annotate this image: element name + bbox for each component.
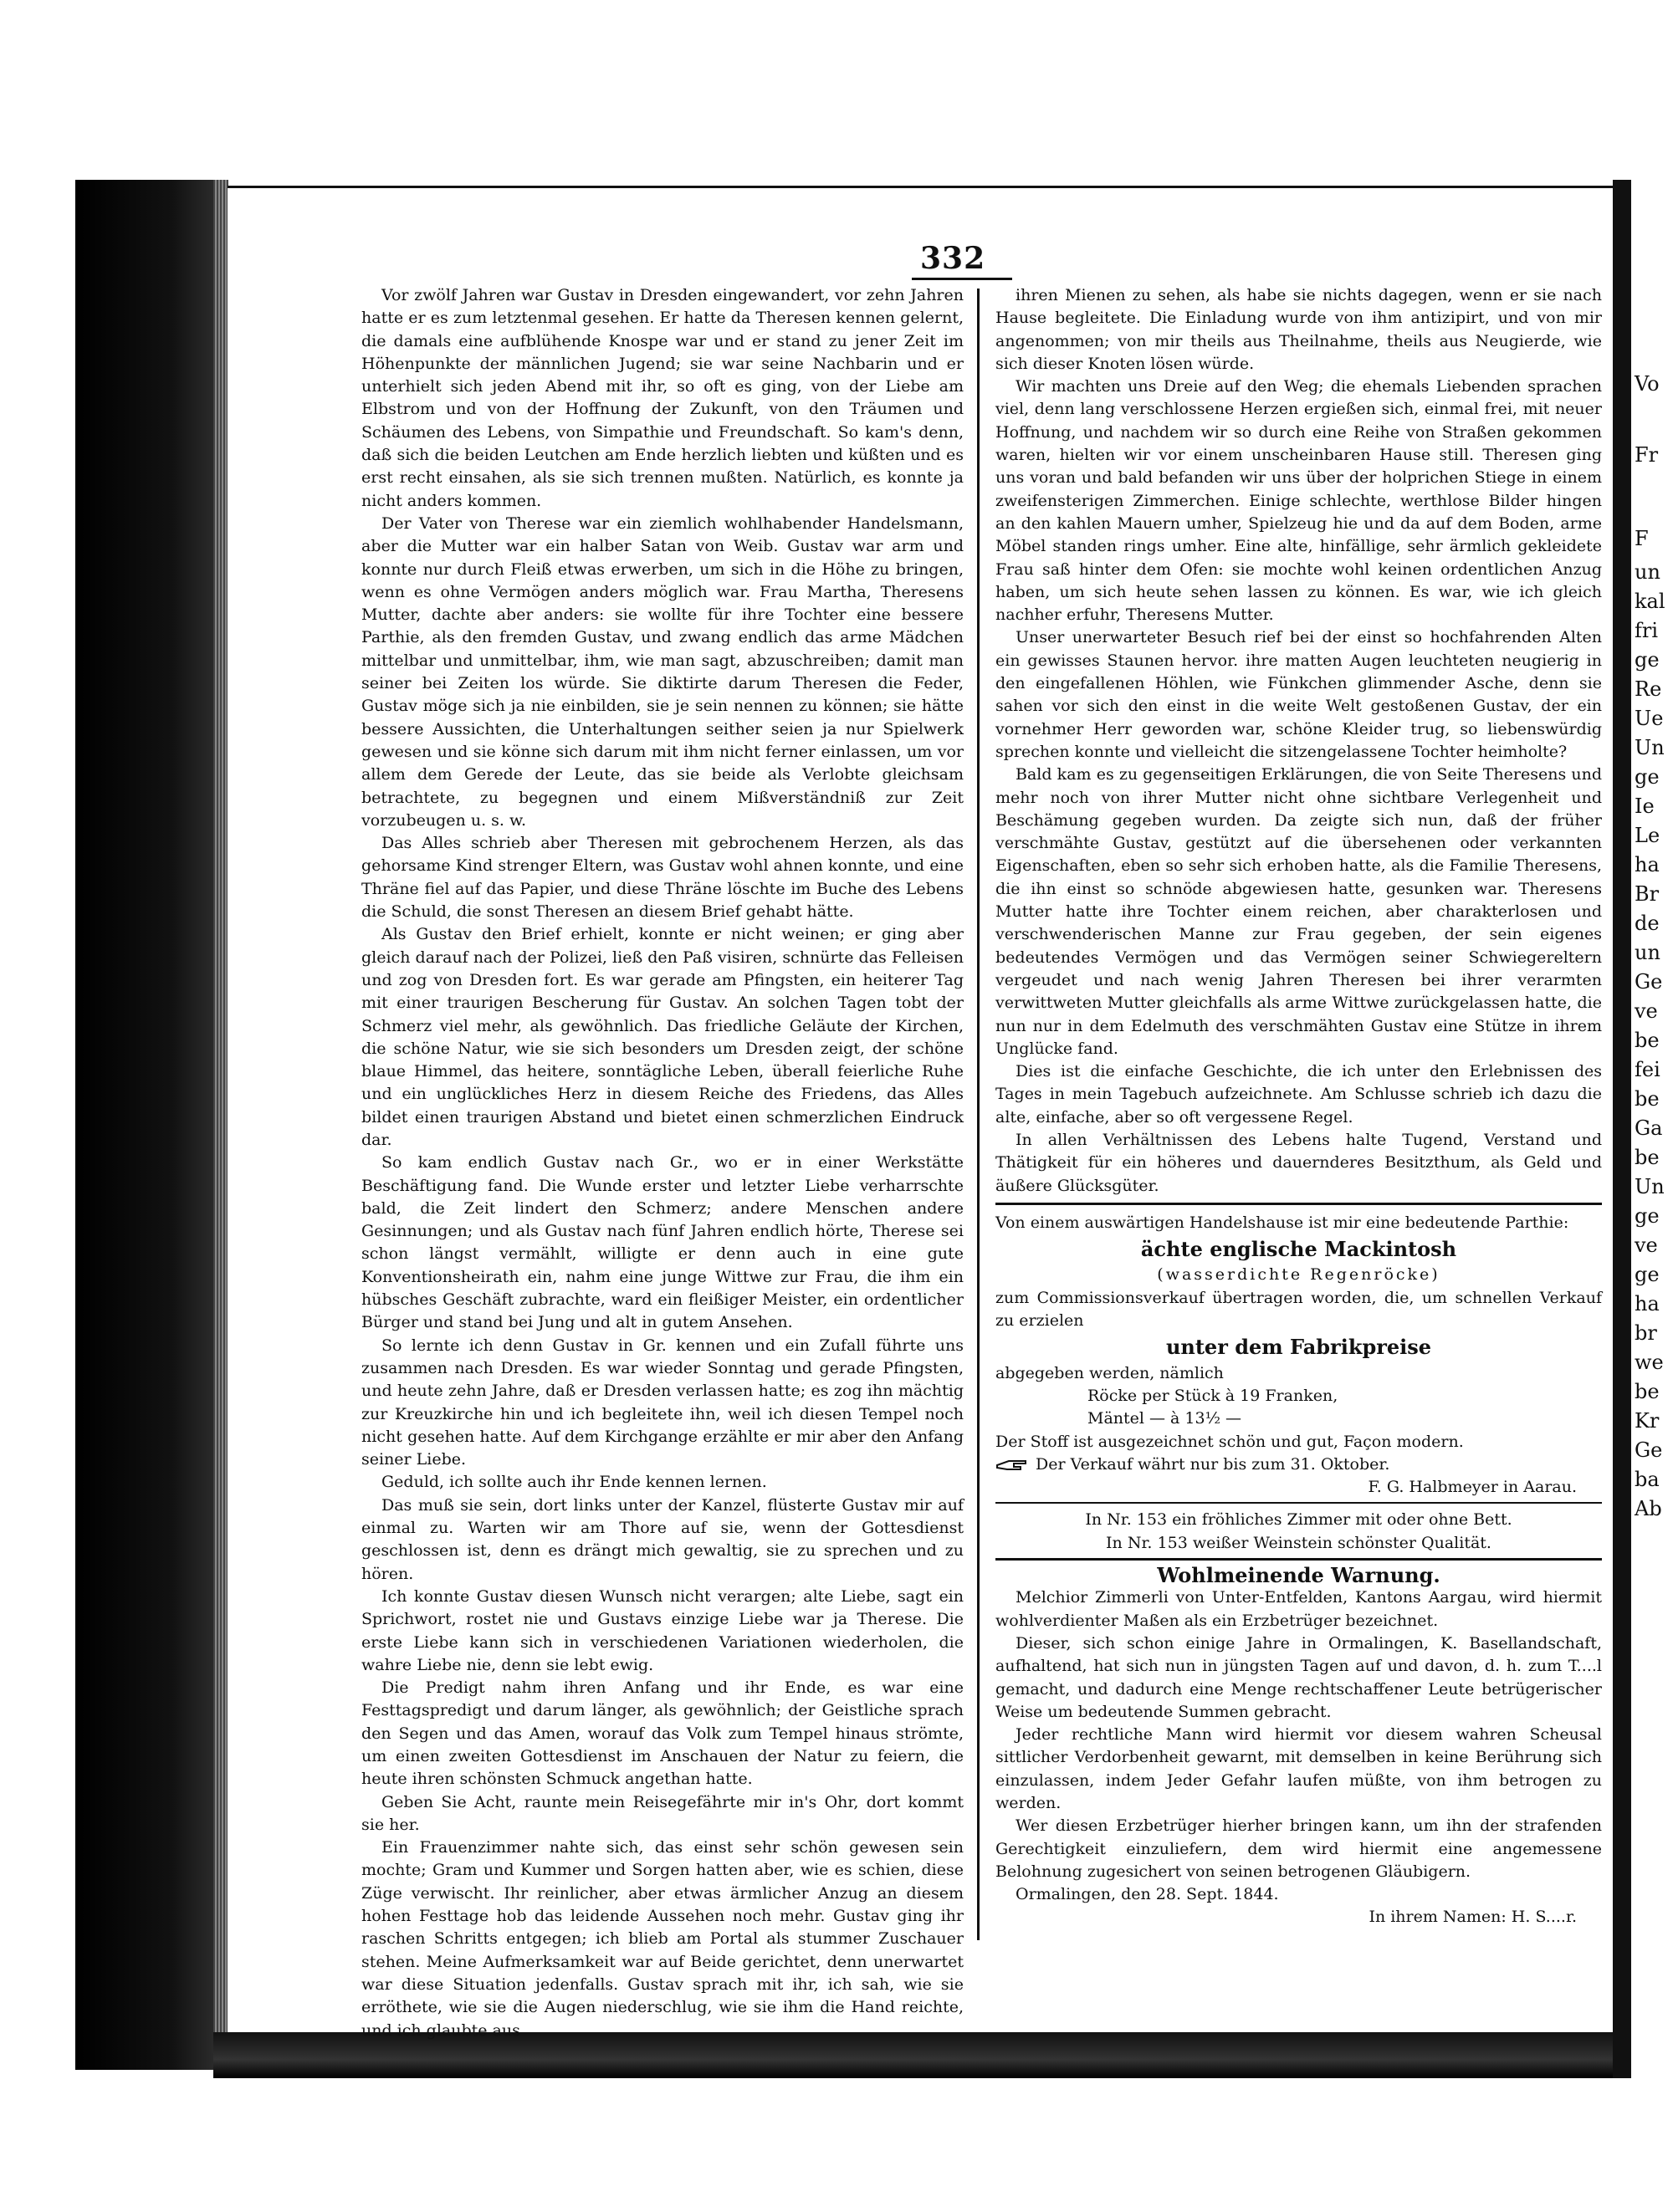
section-rule bbox=[995, 1502, 1602, 1504]
warning-paragraph: Dieser, sich schon einige Jahre in Ormalingen, K. Basellandschaft, aufhaltend, hat sich nun in jüngsten Tagen auf und davon, d. h. zum T....l gemacht, und dadurch eine Menge rechtschaffener Leute betrügerischer Weise um bedeutende Summen gebracht. bbox=[995, 1633, 1602, 1721]
next-page-fragment: ge bbox=[1635, 765, 1660, 789]
ad-room-line: In Nr. 153 weißer Weinstein schönster Qualität. bbox=[1106, 1533, 1491, 1552]
page-edge bbox=[213, 180, 228, 2070]
next-page-fragment: be bbox=[1635, 1146, 1660, 1169]
ad-room-line: In Nr. 153 ein fröhliches Zimmer mit oder ohne Bett. bbox=[1085, 1510, 1512, 1530]
ad-subtitle: (wasserdichte Regenröcke) bbox=[1157, 1265, 1440, 1285]
next-page-fragment: ha bbox=[1635, 1292, 1660, 1315]
paragraph: Geduld, ich sollte auch ihr Ende kennen lernen. bbox=[381, 1473, 767, 1492]
ad-text: zum Commissionsverkauf übertragen worden, die, um schnellen Verkauf zu erzielen bbox=[995, 1288, 1602, 1331]
next-page-fragment: ve bbox=[1635, 1234, 1658, 1257]
paragraph: Geben Sie Acht, raunte mein Reisegefährte mir in's Ohr, dort kommt sie her. bbox=[361, 1792, 964, 1834]
next-page-fragment: Un bbox=[1635, 736, 1665, 759]
next-page-fragment: Vo bbox=[1635, 372, 1660, 396]
next-page-fragment: un bbox=[1635, 560, 1660, 584]
next-page-fragment: be bbox=[1635, 1029, 1660, 1052]
next-page-strip bbox=[1631, 92, 1673, 2082]
next-page-fragment: kal bbox=[1635, 590, 1665, 613]
paragraph: Das muß sie sein, dort links unter der Kanzel, flüsterte Gustav mir auf einmal zu. Warten wir am Thore auf sie, wenn der Gottesdienst geschlossen ist, denn es drängt mich gewaltig, sie zu sprechen und zu hören. bbox=[361, 1495, 964, 1583]
paragraph: Bald kam es zu gegenseitigen Erklärungen, die von Seite Theresens und mehr noch von ihrer Mutter nicht ohne sichtbare Verlegenheit und Beschämung gegeben wurden. Da zeigte sich nun, daß der früher verschmähte Gustav, gestützt auf die übersehenen oder verkannten Eigenschaften, eben so sehr sich erhoben hatte, als die Familie Theresens, die ihn einst so schnöde abgewiesen hatte, gesunken war. Theresens Mutter hatte ihre Tochter einem reichen, aber charakterlosen und verschwenderischen Manne zur Frau gegeben, der sein eigenes bedeutendes Vermögen und das Vermögen seiner Schwiegereltern vergeudet und nach wenig Jahren Theresen bei ihrer verarmten verwittweten Mutter gleichfalls als arme Wittwe zurückgelassen hatte, die nun nur in dem Edelmuth des verschmähten Gustav eine Stütze in ihrem Unglücke fand. bbox=[995, 765, 1602, 1058]
paragraph: Ich konnte Gustav diesen Wunsch nicht verargen; alte Liebe, sagt ein Sprichwort, rostet nie und Gustavs einzige Liebe war ja Therese. Die erste Liebe kann sich in verschiedenen Variationen wiederholen, die wahre Liebe nie, denn sie lebt ewig. bbox=[361, 1586, 964, 1674]
paragraph: Dies ist die einfache Geschichte, die ich unter den Erlebnissen des Tages in mein Tagebuch aufzeichnete. Am Schlusse schrieb ich dazu die alte, einfache, aber so oft vergessene Regel. bbox=[995, 1062, 1602, 1126]
next-page-fragment: we bbox=[1635, 1351, 1664, 1374]
next-page-fragment: fei bbox=[1635, 1058, 1660, 1081]
right-column bbox=[995, 284, 1602, 1929]
paragraph: In allen Verhältnissen des Lebens halte Tugend, Verstand und Thätigkeit für ein höheres und dauernderes Besitzthum, als Geld und äußere Glücksgüter. bbox=[995, 1130, 1602, 1195]
warning-date: Ormalingen, den 28. Sept. 1844. bbox=[1016, 1885, 1279, 1904]
next-page-fragment: Le bbox=[1635, 824, 1660, 847]
ad-price-title: unter dem Fabrikpreise bbox=[1165, 1335, 1432, 1360]
page-number-rule bbox=[912, 278, 1012, 280]
next-page-fragment: be bbox=[1635, 1380, 1660, 1403]
ad-product: ächte englische Mackintosh bbox=[1140, 1237, 1457, 1262]
page-number: 332 bbox=[920, 241, 986, 276]
next-page-fragment: ge bbox=[1635, 1204, 1660, 1228]
ad-quality: Der Stoff ist ausgezeichnet schön und gut, Façon modern. bbox=[995, 1432, 1464, 1451]
next-page-fragment: ge bbox=[1635, 648, 1660, 672]
next-page-fragment: ba bbox=[1635, 1468, 1660, 1491]
next-page-fragment: Un bbox=[1635, 1175, 1665, 1198]
paragraph: So kam endlich Gustav nach Gr., wo er in einer Werkstätte Beschäftigung fand. Die Wunde erster und letzter Liebe verharrschte bald, die Zeit lindert den Schmerz; andere Menschen andere Gesinnungen; und als Gustav nach fünf Jahren endlich hörte, Therese sei schon längst vermählt, willigte er denn auch in eine gute Konventionsheirath ein, nahm eine junge Wittwe zur Frau, die ihm ein hübsches Geschäft zubrachte, ward ein fleißiger Meister, ein ordentlicher Bürger und stand bei Jung und alt in gutem Ansehen. bbox=[361, 1153, 964, 1332]
warning-signature: In ihrem Namen: H. S....r. bbox=[1369, 1908, 1577, 1927]
ad-intro: Von einem auswärtigen Handelshause ist mir eine bedeutende Parthie: bbox=[995, 1213, 1569, 1232]
warning-paragraph: Wer diesen Erzbetrüger hierher bringen kann, um ihn der strafenden Gerechtigkeit einzuliefern, dem wird hiermit eine angemessene Belohnung zugesichert von seinen betrogenen Gläubigern. bbox=[995, 1816, 1602, 1881]
next-page-fragment: Br bbox=[1635, 882, 1660, 906]
ad-price-line: Röcke per Stück à 19 Franken, bbox=[1087, 1386, 1338, 1405]
book-gutter bbox=[1613, 180, 1631, 2078]
next-page-fragment: Re bbox=[1635, 677, 1662, 701]
paragraph: Wir machten uns Dreie auf den Weg; die ehemals Liebenden sprachen viel, denn lang verschlossene Herzen ergießen sich, einmal frei, mit neuer Hoffnung, und nachdem wir so durch eine Reihe von Straßen gekommen waren, hielten wir vor einem unscheinbaren Hause still. Theresen ging uns voran und bald befanden wir uns über der holprichen Stiege in einem zweifensterigen Zimmerchen. Einige schlechte, werthlose Bilder hingen an den kahlen Mauern umher, Spielzeug hie und da auf dem Boden, arme Möbel standen rings umher. Eine alte, hinfällige, sehr ärmlich gekleidete Frau saß hinter dem Ofen: sie mochte wohl keinen ordentlichen Anzug haben, um sich heute sehen lassen zu können. Es war, wie ich gleich nachher erfuhr, Theresens Mutter. bbox=[995, 377, 1602, 625]
next-page-fragment: Ga bbox=[1635, 1116, 1663, 1140]
next-page-fragment: ge bbox=[1635, 1263, 1660, 1286]
section-rule bbox=[995, 1203, 1602, 1205]
next-page-fragment: ve bbox=[1635, 999, 1658, 1023]
paragraph: Die Predigt nahm ihren Anfang und ihr Ende, es war eine Festtagspredigt und darum länger, als gewöhnlich; der Geistliche sprach den Segen und das Amen, worauf das Volk zum Tempel hinaus strömte, um einen zweiten Gottesdienst im Anschauen der Natur zu feiern, die heute ihren schönsten Schmuck angethan hatte. bbox=[361, 1678, 964, 1789]
next-page-fragment: fri bbox=[1635, 619, 1659, 642]
next-page-fragment: Ab bbox=[1635, 1497, 1662, 1520]
ad-text: abgegeben werden, nämlich bbox=[995, 1363, 1224, 1382]
left-column bbox=[361, 284, 964, 2042]
pointing-hand-icon bbox=[995, 1458, 1029, 1473]
next-page-fragment: Ge bbox=[1635, 1438, 1663, 1462]
paragraph: Der Vater von Therese war ein ziemlich wohlhabender Handelsmann, aber die Mutter war ein halber Satan von Weib. Gustav war arm und konnte nur durch Fleiß etwas erwerben, um sich in die Höhe zu bringen, wenn es ohne Vermögen anders möglich war. Frau Martha, Theresens Mutter, dachte aber anders: sie wollte für ihre Tochter eine bessere Parthie, als den fremden Gustav, und zwang endlich das arme Mädchen mittelbar und unmittelbar, ihm, wie man sagt, abzuschreiben; damit man seiner bei Zeiten los würde. Sie diktirte darum Theresen die Feder, Gustav möge sich ja nie einbilden, sie je sein nennen zu können; sie hätte bessere Aussichten, die Unterhaltungen seither seien ja nur Spielwerk gewesen und sie könne sich darum mit ihm nicht ferner einlassen, um vor allem dem Gerede der Leute, das sie beide als Verlobte gleichsam betrachtete, zu begegnen und einem Mißverständniß zur Zeit vorzubeugen u. s. w. bbox=[361, 513, 964, 830]
next-page-fragment: F bbox=[1635, 527, 1649, 550]
next-page-fragment: Ue bbox=[1635, 707, 1664, 730]
ad-price-line: Mäntel — à 13½ — bbox=[1087, 1409, 1242, 1428]
paragraph: Als Gustav den Brief erhielt, konnte er nicht weinen; er ging aber gleich darauf nach der Polizei, ließ den Paß visiren, schnürte das Felleisen und zog von Dresden fort. Es war gerade am Pfingsten, ein heiterer Tag mit einer traurigen Bescherung für Gustav. An solchen Tagen tobt der Schmerz viel mehr, als gewöhnlich. Das friedliche Geläute der Kirchen, die schöne Natur, wie sie sich besonders um Dresden zeigt, der schöne blaue Himmel, das heitere, sonntägliche Leben, überall feierliche Ruhe und ein unglückliches Herz in diesem Reiche des Friedens, das Alles bildet einen traurigen Abstand und bietet einen schmerzlichen Eindruck dar. bbox=[361, 925, 964, 1149]
next-page-fragment: be bbox=[1635, 1087, 1660, 1111]
next-page-fragment: ha bbox=[1635, 853, 1660, 876]
paragraph: Vor zwölf Jahren war Gustav in Dresden eingewandert, vor zehn Jahren hatte er es zum letztenmal gesehen. Er hatte da Theresen kennen gelernt, die damals eine aufblühende Knospe war und er stand zu jener Zeit im Höhenpunkte der männlichen Jugend; sie war seine Nachbarin und er unterhielt sich jeden Abend mit ihr, so oft es ging, von der Liebe am Elbstrom und von der Hoffnung der Zukunft, von den Träumen und Schäumen des Lebens, von Simpathie und Freundschaft. So kam's denn, daß sich die beiden Leutchen am Ende herzlich liebten und küßten und es erst recht einsahen, als sie sich trennen mußten. Natürlich, es konnte ja nicht anders kommen. bbox=[361, 286, 964, 510]
warning-paragraph: Jeder rechtliche Mann wird hiermit vor diesem wahren Scheusal sittlicher Verdorbenheit gewarnt, mit demselben in keine Berührung sich einzulassen, indem Jeder Gefahr laufen müßte, von ihm betrogen zu werden. bbox=[995, 1725, 1602, 1812]
next-page-fragment: un bbox=[1635, 941, 1660, 964]
next-page-fragment: de bbox=[1635, 912, 1660, 935]
warning-paragraph: Melchior Zimmerli von Unter-Entfelden, Kantons Aargau, wird hiermit wohlverdienter Maßen als ein Erzbetrüger bezeichnet. bbox=[995, 1588, 1602, 1630]
paragraph: ihren Mienen zu sehen, als habe sie nichts dagegen, wenn er sie nach Hause begleitete. Die Einladung wurde von ihm antizipirt, und von mir angenommen; von mir theils aus Theilnahme, theils aus Neugierde, wie sich dieser Knoten lösen würde. bbox=[995, 286, 1602, 373]
next-page-fragment: Fr bbox=[1635, 443, 1659, 467]
paragraph: So lernte ich denn Gustav in Gr. kennen und ein Zufall führte uns zusammen nach Dresden. Es war wieder Sonntag und gerade Pfingsten, und heute zehn Jahre, daß er Dresden verlassen hatte; es zog ihn mächtig zur Kreuzkirche hin und ich begleitete ihn, weil ich diesen Tempel noch nicht gesehen hatte. Auf dem Kirchgange erzählte er mir aber den Anfang seiner Liebe. bbox=[361, 1336, 964, 1469]
ad-deadline: Der Verkauf währt nur bis zum 31. Oktober. bbox=[1036, 1454, 1390, 1474]
paragraph: Das Alles schrieb aber Theresen mit gebrochenem Herzen, als das gehorsame Kind strenger Eltern, was Gustav wohl ahnen konnte, und eine Thräne fiel auf das Papier, und diese Thräne löschte im Buche des Lebens die Schuld, die sonst Theresen an diesem Brief gehabt hätte. bbox=[361, 834, 964, 922]
paragraph: Unser unerwarteter Besuch rief bei der einst so hochfahrenden Alten ein gewisses Staunen hervor. ihre matten Augen leuchteten neugierig in den eingefallenen Höhlen, wie Fünkchen glimmender Asche, denn sie sahen vor sich den einst in die weite Welt gestoßenen Gustav, der ein vornehmer Herr geworden war, schöne Kleider trug, so liebenswürdig sprechen konnte und vielleicht die sitzengelassene Tochter heimholte? bbox=[995, 628, 1602, 761]
next-page-fragment: Ie bbox=[1635, 794, 1655, 818]
book-spine-shadow bbox=[75, 180, 213, 2070]
ad-signature: F. G. Halbmeyer in Aarau. bbox=[1368, 1478, 1577, 1497]
ad-deadline-line bbox=[995, 1453, 1602, 1476]
advertisements bbox=[995, 1203, 1602, 1929]
next-page-fragment: br bbox=[1635, 1321, 1657, 1345]
paragraph: Ein Frauenzimmer nahte sich, das einst sehr schön gewesen sein mochte; Gram und Kummer und Sorgen hatten aber, wie es schien, diese Züge verwischt. Ihr reinlicher, aber etwas ärmlicher Anzug an diesem hohen Festtage hob das leidende Aussehen noch mehr. Gustav ging ihr raschen Schritts entgegen; ich blieb am Portal als stummer Zuschauer stehen. Meine Aufmerksamkeit war auf Beide gerichtet, denn unerwartet war diese Situation jedenfalls. Gustav sprach mit ihr, ich sah, wie sie erröthete, wie sie die Augen niederschlug, wie sie ihm die Hand reichte, und ich glaubte aus bbox=[361, 1838, 964, 2040]
next-page-fragment: Kr bbox=[1635, 1409, 1660, 1433]
warning-title: Wohlmeinende Warnung. bbox=[995, 1558, 1602, 1586]
column-divider bbox=[977, 289, 980, 1940]
next-page-fragment: Ge bbox=[1635, 970, 1663, 994]
